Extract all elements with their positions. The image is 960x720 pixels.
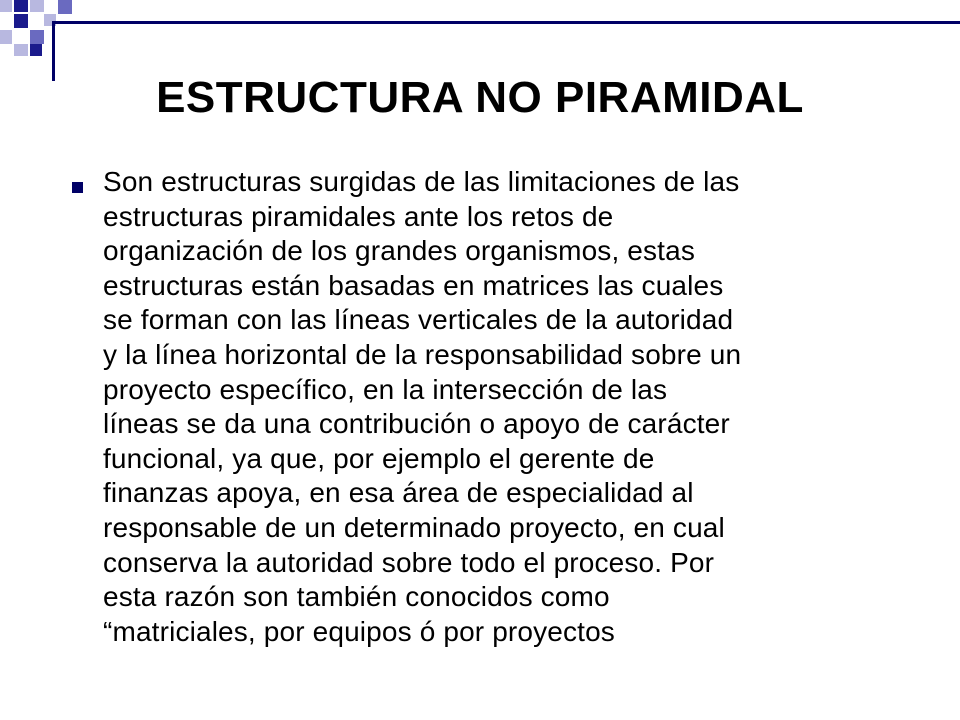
slide-title: ESTRUCTURA NO PIRAMIDAL: [156, 73, 804, 122]
text-line: finanzas apoya, en esa área de especialidad al: [103, 477, 694, 509]
text-line: y la línea horizontal de la responsabilidad sobre un: [103, 338, 742, 370]
header-rule: [52, 21, 960, 24]
text-line: líneas se da una contribución o apoyo de carácter: [103, 408, 730, 440]
bullet-text: [103, 165, 951, 649]
text-line: organización de los grandes organismos, estas: [103, 235, 695, 267]
text-line: funcional, ya que, por ejemplo el gerente de: [103, 442, 655, 474]
text-line: “matriciales, por equipos ó por proyectos: [103, 615, 615, 647]
text-line: Son estructuras surgidas de las limitaciones de las: [103, 166, 740, 197]
corner-squares-icon: [0, 0, 80, 60]
square-bullet-icon: [72, 182, 83, 193]
text-line: conserva la autoridad sobre todo el proceso. Por: [103, 546, 715, 578]
text-line: esta razón son también conocidos como: [103, 581, 610, 613]
text-line: estructuras piramidales ante los retos de: [103, 200, 614, 232]
text-line: responsable de un determinado proyecto, en cual: [103, 511, 725, 543]
text-line: se forman con las líneas verticales de la autoridad: [103, 304, 734, 336]
text-line: estructuras están basadas en matrices las cuales: [103, 269, 724, 301]
text-line: proyecto específico, en la intersección de las: [103, 373, 668, 405]
